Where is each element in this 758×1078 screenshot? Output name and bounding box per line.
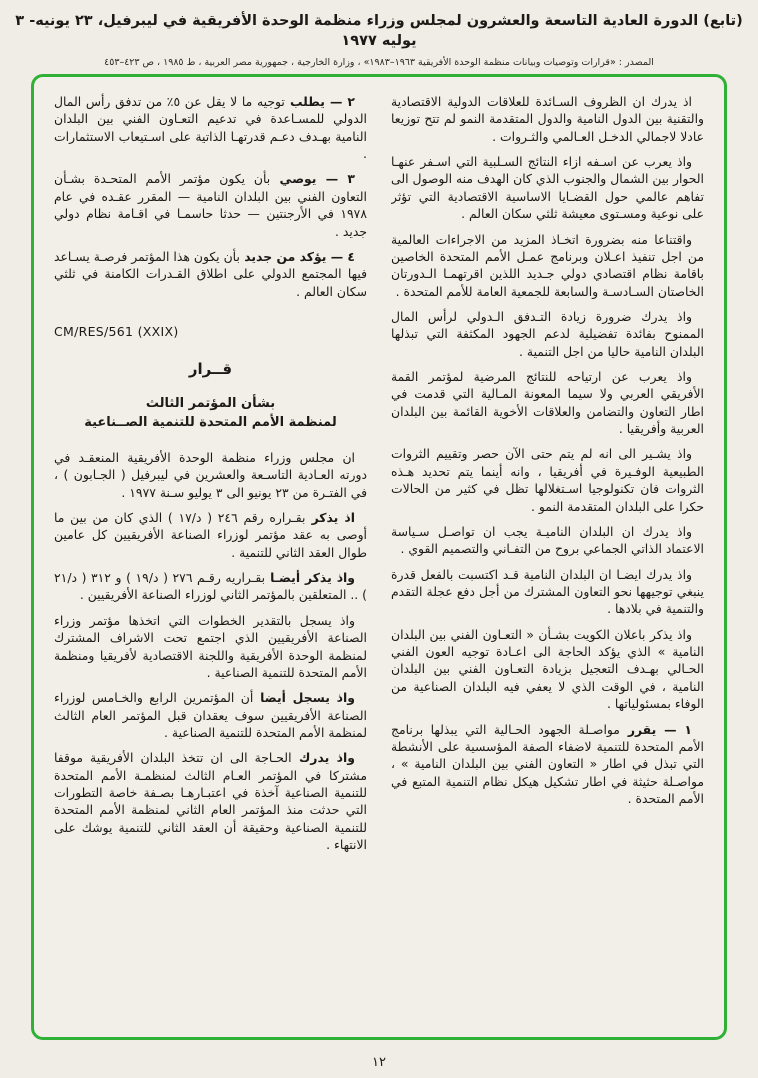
paragraph-lead: ٤ — يؤكد من جديد xyxy=(244,248,355,264)
paragraph-text: عن اسـفه ازاء النتائج السـلبية التي اسـفر عنهـا الحوار بين الشمال والجنوب الذي كان الهدف منه الوصول الى تفاهم عالمي حول القضـايا الاساسية الاقتصادية التي تؤثر على نوعية ومسـتوى معيشة ثلثي سكان العالم . xyxy=(391,154,704,222)
decision-heading: قــرار xyxy=(188,359,233,378)
paragraph-lead: واذ يذكر أيضـا xyxy=(270,570,356,586)
paragraph-text: الحـاجة الى ان تتخذ البلدان الأفريقية موقفا مشتركا في المؤتمر العـام الثالث لمنظمـة الأمم المتحدة للتنمية الصناعية آخذة في اعتبـارهـا بصـفة خاصة التطورات التي حدثت منذ المؤتمر العام الثاني لمنظمة الأمم المتحدة للتنمية الصناعية وحقيقة أن العقد الثاني للتنمية يوشك على الانتهاء . xyxy=(54,750,367,853)
paragraph-lead: واذ يدرك ايضـا xyxy=(616,566,692,582)
paragraph-lead: ٢ — يطلب xyxy=(289,94,355,109)
paragraph-text: مواصـلة الجهود الحـالية التي يبذلها برنامج الأمم المتحدة للتنمية لاضفاء الصفة المؤسسية على الأنشطة التي تبذل في اطار « التعاون الفني بين البلدان النامية » ، مواصـلة حثيثة في اطار تشكيل هيكل نظام التنمية المتبع في الأمم المتحدة . xyxy=(391,721,704,806)
resolution-paragraph xyxy=(391,368,704,437)
paragraph-lead: واذ يذكر xyxy=(649,626,692,642)
paragraph-text: ان مجلس وزراء منظمة الوحدة الأفريقية المنعقـد في دورته العـادية التاسـعة والعشرين في ليبرفيل ( الجـابون ) ، في الفتـرة من ٢٣ يونيو الى ٣ يوليو سـنة ١٩٧٧ . xyxy=(54,449,367,500)
resolution-paragraph xyxy=(391,445,704,514)
document-header xyxy=(8,12,750,68)
resolution-paragraph xyxy=(54,449,367,501)
paragraph-lead: واذ يدرك xyxy=(642,523,692,539)
paragraph-text: ان الظروف السـائدة للعلاقات الدولية الاقتصادية والتقنية بين الدول النامية والدول المتقدمة النمو لم تتح توزيعا عادلا لاجمالي الدخـل العـالمي والثـروات . xyxy=(391,94,704,144)
paragraph-lead: اذ يذكر xyxy=(311,510,355,526)
green-border-content-box xyxy=(31,74,727,1040)
paragraph-text: بقـراريه رقـم ٢٧٦ ( د/١٩ ) و ٣١٢ ( د/٢١ ) .. المتعلقين بالمؤتمر الثاني لوزراء الصناعة الأفريقيين . xyxy=(54,570,367,603)
paragraph-lead: واذ يشـير xyxy=(642,446,692,462)
paragraph-lead: واقتناعا xyxy=(654,231,692,247)
paragraph-text: بقـراره رقم ٢٤٦ ( د/١٧ ) الذي كان من بين ما أوصى به عقد مؤتمر لوزراء الصناعة الأفريقيين كل عامين طوال العقد الثاني للتنمية . xyxy=(54,510,367,560)
paragraph-text: ان البلدان النامية قـد اكتسبت بالفعل قدرة ينبغي توجيهها نحو التعاون المشترك من أجل دفع عجلة التقدم والتنمية في بلادها . xyxy=(391,566,704,617)
right-column xyxy=(391,93,704,1027)
paragraph-text: بأن يكون هذا المؤتمر فرصـة يسـاعد فيها المجتمع الدولي على اطلاق القـدرات الكامنة في ثلثي سكان العالم . xyxy=(54,248,367,299)
paragraph-text: بالتقدير الخطوات التي اتخذها مؤتمر وزراء الصناعة الأفريقيين الذي اجتمع تحت الاشراف المشترك لمنظمة الوحدة الأفريقية واللجنة الاقتصادية لأفريقيا ومنظمة الأمم المتحدة للتنمية الصناعية . xyxy=(54,612,367,680)
document-source-line: المصدر : «قرارات وتوصيات وبيانات منظمة الوحدة الأفريقية ١٩٦٣–١٩٨٣» ، وزارة الخارجية ، جمهورية مصر العربية ، ط ١٩٨٥ ، ص ٤٢٣–٤٥٣ xyxy=(104,57,654,69)
decision-subtitle-line1: بشأن المؤتمر الثالث xyxy=(145,395,276,411)
page-number: ١٢ xyxy=(372,1055,386,1070)
paragraph-lead: واذ يعرب xyxy=(644,154,692,170)
document-title: (تابع) الدورة العادية التاسعة والعشرون لمجلس وزراء منظمة الوحدة الأفريقية في ليبرفيل، ٢٣ يونيه- ٣ يوليه ١٩٧٧ xyxy=(15,13,743,49)
decision-subtitle-line2: لمنظمة الأمم المتحدة للتنمية الصــناعية xyxy=(84,415,337,431)
paragraph-lead: اذ يدرك xyxy=(650,94,692,109)
left-column xyxy=(54,93,367,1027)
resolution-paragraph xyxy=(391,231,704,300)
paragraph-lead: واذ يدرك xyxy=(298,750,355,766)
paragraph-text: بأن يكون مؤتمر الأمم المتحـدة بشـأن التعاون الفني بين البلدان النامية — المقرر عقـده في عام ١٩٧٨ في الأرجنتين — حدثا حاسمـا في اقـامة نظام دولي جديد . xyxy=(54,171,367,239)
paragraph-text: ضرورة زيادة التـدفق الـدولي لرأس المال الممنوح بفائدة تفضيلية لدعم الجهود المكثفة التي تبذلها البلدان النامية حاليا من اجل التنمية . xyxy=(391,308,704,359)
resolution-reference: CM/RES/561 (XXIX) xyxy=(54,323,179,339)
paragraph-text: منه بضرورة اتخـاذ المزيد من الاجراءات العالمية من اجل تنفيذ اعـلان وبرنامج عمـل الأمم المتحدة الخاصين باقامة نظام اقتصادي دولي جـديد اللذين اقرتهمـا الـدورتان الخاصتان السـادسـة والسابعة للجمعية العامة للأمم المتحدة . xyxy=(391,231,704,299)
resolution-paragraph xyxy=(54,93,367,162)
resolution-paragraph xyxy=(54,569,367,604)
paragraph-text: باعلان الكويت بشـأن « التعـاون الفني بين البلدان النامية » الذي يؤكد الحاجة الى اعـادة توجيه العون الفني الحـالي بهـدف التعجيل بزيادة التعـاون الفني بين البلدان النامية ، في الوقت الذي لا يعفي فيه البلدان الصناعية من الوفاء بمسئولياتها . xyxy=(391,626,704,712)
resolution-paragraph xyxy=(391,566,704,618)
resolution-paragraph xyxy=(54,689,367,741)
paragraph-lead: واذ يسجل xyxy=(299,612,355,628)
paragraph-lead: واذ يدرك xyxy=(641,308,693,324)
paragraph-text: ان البلدان الناميـة يجب ان تواصـل سـياسة الاعتماد الذاتي الجماعي بروح من التفـاني والتصميم القوي . xyxy=(391,523,704,557)
resolution-paragraph xyxy=(54,248,367,300)
decision-subtitle xyxy=(54,394,367,433)
paragraph-lead: واذ يسجل أيضا xyxy=(260,690,355,706)
paragraph-text: الى انه لم يتم حتى الآن حصر وتقييم الثروات الطبيعية الوفـيرة في أفريقيا ، وانه أينما يتم تحديد هـذه الثروات فان تكنولوجيا اسـتغلالها تظل في كثير من الحالات حكرا على البلدان المتقدمة النمو . xyxy=(391,446,704,514)
resolution-paragraph xyxy=(391,721,704,808)
resolution-paragraph xyxy=(391,308,704,360)
paragraph-text: عن ارتياحه للنتائج المرضية لمؤتمر القمة الأفريقي العربي ولا سيما المعونة المـالية التي قدمت في اطار التعاون والتضامن والعلاقات الأخوية القائمة بين البلدان العربية وأفريقيا . xyxy=(391,369,704,437)
resolution-paragraph xyxy=(391,153,704,222)
paragraph-lead: واذ يعرب xyxy=(638,369,692,385)
resolution-paragraph xyxy=(391,93,704,145)
paragraph-lead: ١ — يقرر xyxy=(627,721,692,737)
resolution-paragraph xyxy=(391,626,704,713)
resolution-paragraph xyxy=(391,523,704,558)
resolution-paragraph xyxy=(54,509,367,561)
resolution-paragraph xyxy=(54,749,367,853)
paragraph-text: توجيه ما لا يقل عن ٥٪ من تدفق رأس المال الدولي للمسـاعدة في تدعيم التعـاون الفني بين البلدان النامية بهـدف دعـم قدرتهـا الذاتية على اسـتيعاب الاستثمارات . xyxy=(54,94,367,162)
resolution-paragraph xyxy=(54,170,367,239)
paragraph-lead: ٣ — يوصي xyxy=(279,171,355,187)
resolution-paragraph xyxy=(54,612,367,681)
paragraph-text: أن المؤتمرين الرابع والخـامس لوزراء الصناعة الأفريقيين سوف يعقدان قبل المؤتمر العام الثالث لمنظمة الأمم المتحدة للتنمية الصناعية . xyxy=(54,690,367,740)
